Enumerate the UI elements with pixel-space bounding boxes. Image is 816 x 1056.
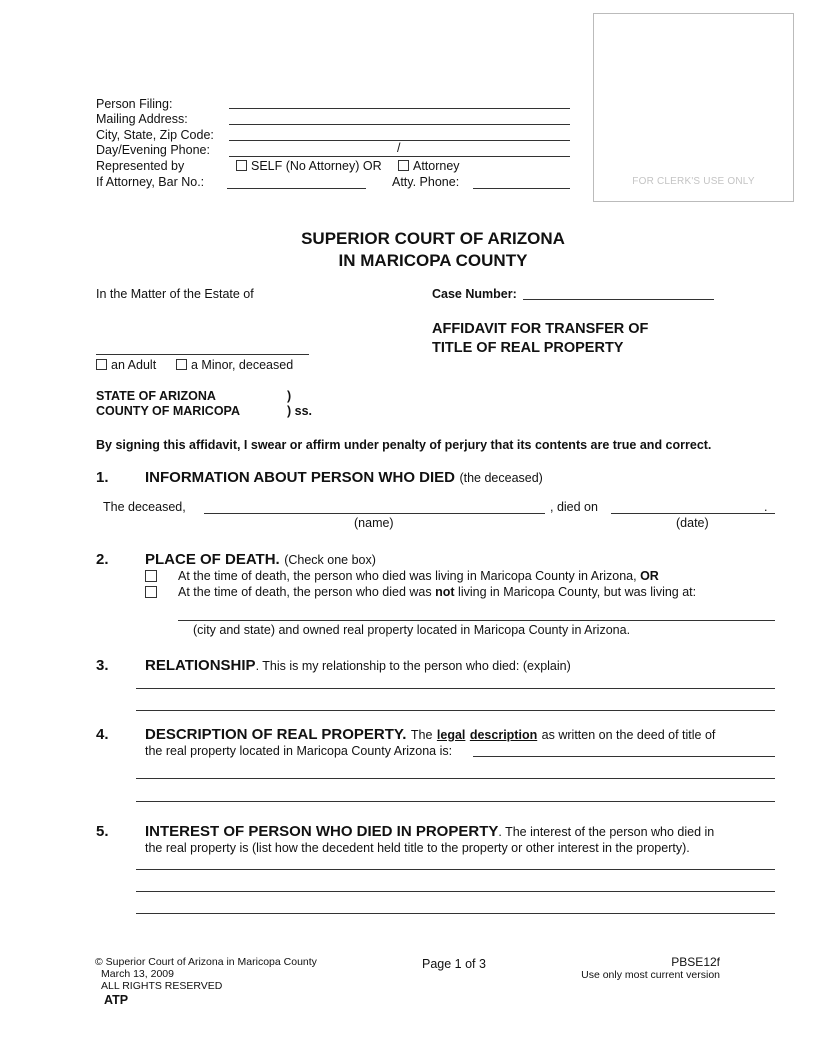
relationship-field-line-1[interactable] bbox=[136, 688, 775, 689]
attorney-checkbox[interactable] bbox=[398, 160, 409, 171]
legal-description-field-line-2[interactable] bbox=[136, 778, 775, 779]
phone-field[interactable] bbox=[229, 156, 570, 157]
court-title-line2: IN MARICOPA COUNTY bbox=[338, 251, 528, 270]
section-4-text-post: as written on the deed of title of bbox=[541, 728, 716, 742]
state-label: STATE OF ARIZONA bbox=[96, 389, 216, 403]
section-2-number: 2. bbox=[96, 551, 109, 568]
city-state-field[interactable] bbox=[178, 620, 775, 621]
section-3-header bbox=[145, 657, 571, 675]
relationship-field-line-2[interactable] bbox=[136, 710, 775, 711]
mailing-address-label: Mailing Address: bbox=[96, 112, 188, 126]
city-state-caption: (city and state) and owned real property located in Maricopa County in Arizona. bbox=[193, 623, 631, 637]
section-3-text: . This is my relationship to the person who died: (explain) bbox=[255, 659, 571, 673]
legal-description-field-line-3[interactable] bbox=[136, 801, 775, 802]
phone-separator: / bbox=[397, 141, 401, 155]
option2-post: living in Maricopa County, but was living at: bbox=[458, 585, 697, 599]
section-1-heading: INFORMATION ABOUT PERSON WHO DIED bbox=[145, 469, 455, 486]
self-checkbox[interactable] bbox=[236, 160, 247, 171]
section-5-text: . The interest of the person who died in bbox=[498, 825, 715, 839]
attorney-option[interactable] bbox=[398, 158, 460, 174]
section-5-number: 5. bbox=[96, 823, 109, 840]
legal-description-field-line-1[interactable] bbox=[473, 756, 775, 757]
self-option-label: SELF (No Attorney) OR bbox=[251, 159, 382, 173]
section-3-heading: RELATIONSHIP bbox=[145, 657, 256, 674]
adult-checkbox[interactable] bbox=[96, 359, 107, 370]
section-2-subheading: (Check one box) bbox=[284, 553, 376, 567]
section-5-header bbox=[145, 823, 714, 841]
doc-title-line1: AFFIDAVIT FOR TRANSFER OF bbox=[432, 321, 649, 337]
living-in-maricopa-checkbox[interactable] bbox=[145, 570, 157, 582]
option-not-living-in-maricopa bbox=[178, 584, 696, 600]
county-label: COUNTY OF MARICOPA bbox=[96, 404, 240, 418]
person-filing-field[interactable] bbox=[229, 108, 570, 109]
bar-no-field[interactable] bbox=[227, 188, 366, 189]
footer-code: ATP bbox=[104, 993, 129, 1007]
adult-option-label: an Adult bbox=[111, 358, 157, 372]
death-date-field[interactable] bbox=[611, 513, 775, 514]
option1-text: At the time of death, the person who died was living in Maricopa County in Arizona, bbox=[178, 569, 637, 583]
court-title-line1: SUPERIOR COURT OF ARIZONA bbox=[301, 229, 565, 248]
option2-pre: At the time of death, the person who died was bbox=[178, 585, 432, 599]
section-5-heading: INTEREST OF PERSON WHO DIED IN PROPERTY bbox=[145, 823, 499, 840]
section-2-heading: PLACE OF DEATH. bbox=[145, 551, 280, 568]
atty-phone-label: Atty. Phone: bbox=[392, 175, 460, 189]
minor-option-label: a Minor, deceased bbox=[191, 358, 294, 372]
date-caption: (date) bbox=[676, 516, 709, 530]
doc-title-line2: TITLE OF REAL PROPERTY bbox=[432, 340, 624, 356]
option2-not: not bbox=[435, 585, 455, 599]
section-1-header bbox=[145, 469, 543, 487]
atty-phone-field[interactable] bbox=[473, 188, 570, 189]
footer-rights: ALL RIGHTS RESERVED bbox=[101, 980, 223, 992]
oath-statement: By signing this affidavit, I swear or affirm under penalty of perjury that its contents are true and correct. bbox=[96, 438, 712, 452]
minor-checkbox[interactable] bbox=[176, 359, 187, 370]
section-3-number: 3. bbox=[96, 657, 109, 674]
section-4-number: 4. bbox=[96, 726, 109, 743]
adult-option[interactable] bbox=[96, 357, 156, 373]
represented-by-label: Represented by bbox=[96, 159, 185, 173]
interest-field-line-2[interactable] bbox=[136, 891, 775, 892]
interest-field-line-1[interactable] bbox=[136, 869, 775, 870]
bar-no-label: If Attorney, Bar No.: bbox=[96, 175, 205, 189]
not-living-in-maricopa-checkbox[interactable] bbox=[145, 586, 157, 598]
section-4-line2: the real property located in Maricopa County Arizona is: bbox=[145, 744, 453, 758]
venue-paren-2: ) ss. bbox=[287, 404, 313, 418]
case-number-label: Case Number: bbox=[432, 287, 517, 301]
minor-option[interactable] bbox=[176, 357, 293, 373]
deceased-label: The deceased, bbox=[103, 500, 186, 514]
person-filing-label: Person Filing: bbox=[96, 97, 173, 111]
section-1-subheading: (the deceased) bbox=[459, 471, 543, 485]
option1-or: OR bbox=[640, 569, 659, 583]
attorney-option-label: Attorney bbox=[413, 159, 460, 173]
section-5-line2: the real property is (list how the decedent held title to the property or other interest in the property). bbox=[145, 841, 690, 855]
footer-date: March 13, 2009 bbox=[101, 968, 174, 980]
clerk-use-label: FOR CLERK'S USE ONLY bbox=[632, 176, 755, 187]
case-number-field[interactable] bbox=[523, 299, 714, 300]
form-id: PBSE12f bbox=[671, 955, 720, 969]
mailing-address-field[interactable] bbox=[229, 124, 570, 125]
description-word: description bbox=[469, 728, 538, 742]
self-option[interactable] bbox=[236, 158, 382, 174]
clerk-use-box bbox=[593, 13, 794, 202]
section-4-heading: DESCRIPTION OF REAL PROPERTY. bbox=[145, 726, 407, 743]
name-caption: (name) bbox=[354, 516, 394, 530]
footer-copyright: © Superior Court of Arizona in Maricopa County bbox=[95, 956, 317, 968]
deceased-name-field[interactable] bbox=[204, 513, 545, 514]
died-on-label: , died on bbox=[550, 500, 598, 514]
period: . bbox=[764, 500, 768, 514]
section-4-text-pre: The bbox=[410, 728, 433, 742]
matter-label: In the Matter of the Estate of bbox=[96, 287, 254, 301]
section-2-header bbox=[145, 551, 376, 569]
section-4-header bbox=[145, 726, 715, 744]
venue-paren-1: ) bbox=[287, 389, 292, 403]
option-living-in-maricopa bbox=[178, 568, 659, 584]
phone-label: Day/Evening Phone: bbox=[96, 143, 210, 157]
version-note: Use only most current version bbox=[581, 969, 720, 981]
legal-word: legal bbox=[436, 728, 466, 742]
estate-name-field[interactable] bbox=[96, 354, 309, 355]
city-state-zip-label: City, State, Zip Code: bbox=[96, 128, 214, 142]
section-1-number: 1. bbox=[96, 469, 109, 486]
page-number: Page 1 of 3 bbox=[422, 957, 486, 971]
interest-field-line-3[interactable] bbox=[136, 913, 775, 914]
